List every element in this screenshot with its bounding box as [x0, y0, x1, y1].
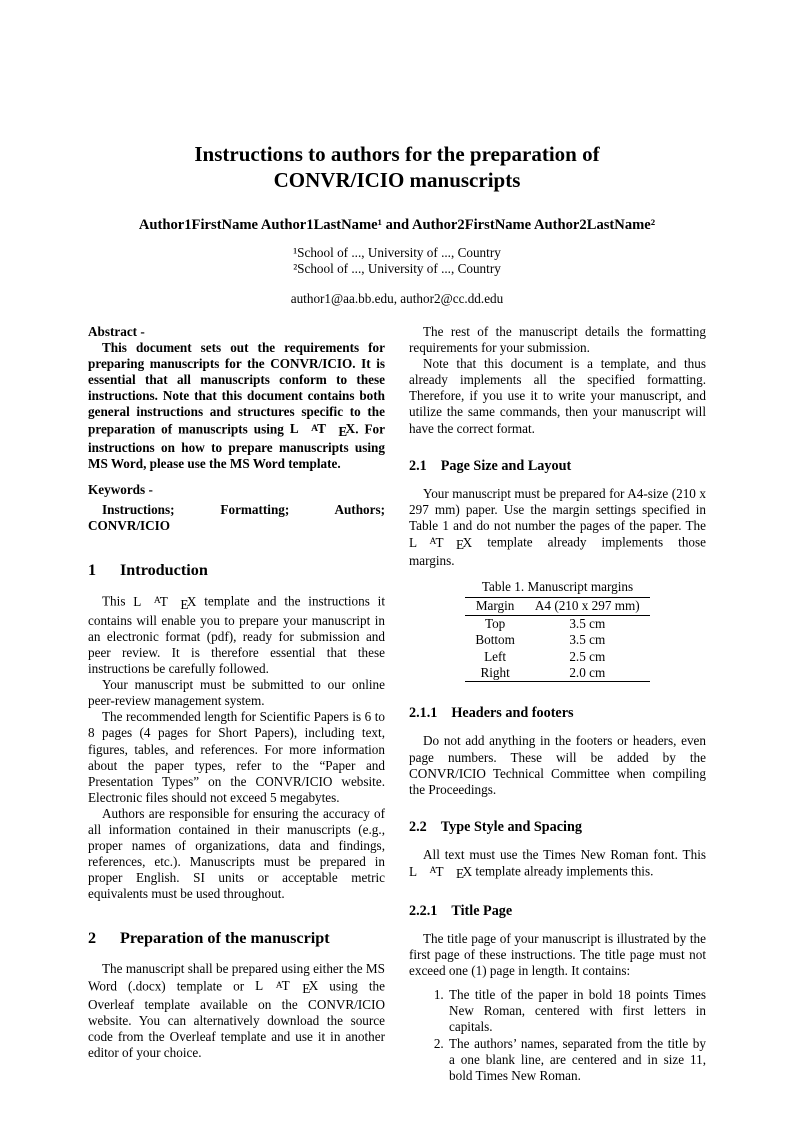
table-cell: 3.5 cm — [569, 632, 606, 648]
keywords-body: Instructions; Formatting; Authors; CONVR/ICIO — [88, 502, 385, 534]
paragraph: The title page of your manuscript is illustrated by the first page of these instructions. The title page must not exceed one (1) page in length. It contains: — [409, 931, 706, 979]
table-1 — [409, 579, 706, 682]
section-1-heading — [88, 560, 385, 580]
abstract-heading: Abstract - — [88, 324, 145, 339]
paragraph: Authors are responsible for ensuring the accuracy of all information contained in their manuscripts (e.g., proper names of organizations, data and findings, references, etc.). Manuscripts must be prepared in proper English. SI units or acceptable metric equivalents must be used throughout. — [88, 805, 385, 902]
right-column — [409, 324, 706, 1085]
table-header-cell: A4 (210 x 297 mm) — [534, 598, 640, 614]
abstract-body: This document sets out the requirements for preparing manuscripts for the CONVR/ICIO. It is essential that all manuscripts conform to these instructions. Note that this document contains both general instructions and structures specific to the preparation of manuscripts using L AT EX. For instructions on how to prepare manuscripts using MS Word, please use the MS Word template. — [88, 340, 385, 472]
margins-table — [465, 597, 649, 682]
affiliation-2: ²School of ..., University of ..., Country — [293, 261, 501, 276]
authors-line: Author1FirstName Author1LastName¹ and Author2FirstName Author2LastName² — [138, 217, 656, 233]
section-title: Type Style and Spacing — [440, 818, 582, 835]
section-title: Page Size and Layout — [440, 457, 572, 474]
paragraph: Note that this document is a template, and thus already implements all the specified formatting. Therefore, if you use it to write your manuscript, and utilize the same commands, then your manuscript will have the correct format. — [409, 356, 706, 436]
table-1-caption: Table 1. Manuscript margins — [481, 579, 634, 595]
left-column — [88, 324, 385, 1085]
section-number: 1 — [88, 561, 97, 580]
section-2-heading — [88, 928, 385, 948]
table-header-row — [465, 598, 649, 615]
paragraph: The manuscript shall be prepared using either the MS Word (.docx) template or L AT EX using the Overleaf template available on the CONVR/ICIO website. You can alternatively download the source code from the Overleaf template and use it in another editor of your choice. — [88, 961, 385, 1061]
author-emails: author1@aa.bb.edu, author2@cc.dd.edu — [290, 291, 504, 306]
latex-logo: L AT EX — [409, 863, 473, 882]
table-cell: 3.5 cm — [569, 615, 606, 631]
section-2-2-heading — [409, 818, 706, 836]
table-cell: Bottom — [475, 632, 515, 648]
paragraph: The recommended length for Scientific Papers is 6 to 8 pages (4 pages for Short Papers), including text, figures, tables, and references. For more information about the paper types, refer to the “Paper and Presentation Types” on the CONVR/ICIO website. Electronic files should not exceed 5 megabytes. — [88, 709, 385, 805]
section-number: 2.1 — [409, 457, 427, 474]
table-cell: Left — [484, 648, 507, 664]
list-item: 2. The authors’ names, separated from the title by a one blank line, are centered and in size 11, bold Times New Roman. — [447, 1036, 706, 1084]
table-row — [465, 649, 649, 665]
paragraph: Do not add anything in the footers or headers, even page numbers. These will be added by the CONVR/ICIO Technical Committee when compiling the Proceedings. — [409, 733, 706, 797]
section-title: Preparation of the manuscript — [120, 929, 330, 948]
section-number: 2.2 — [409, 818, 427, 835]
paragraph: The rest of the manuscript details the formatting requirements for your submission. — [409, 324, 706, 356]
paragraph: All text must use the Times New Roman font. This L AT EX template already implements this. — [409, 846, 706, 882]
section-title: Introduction — [120, 561, 208, 580]
keywords-heading: Keywords - — [88, 482, 153, 498]
latex-logo: L AT EX — [255, 978, 319, 996]
two-column-body — [88, 324, 706, 1085]
section-number: 2.2.1 — [409, 903, 438, 920]
table-cell: 2.0 cm — [569, 665, 606, 681]
table-row — [465, 665, 649, 682]
affiliation-1: ¹School of ..., University of ..., Country — [293, 245, 501, 260]
section-2-1-1-heading — [409, 704, 706, 722]
section-number: 2.1.1 — [409, 705, 438, 722]
section-title: Title Page — [451, 903, 513, 920]
table-row — [465, 632, 649, 648]
table-cell: Top — [484, 615, 506, 631]
table-cell: Right — [480, 665, 510, 681]
section-title: Headers and footers — [451, 705, 574, 722]
table-cell: 2.5 cm — [569, 648, 606, 664]
section-number: 2 — [88, 929, 97, 948]
section-2-2-1-heading — [409, 902, 706, 920]
paper-title: Instructions to authors for the preparation of CONVR/ICIO manuscripts — [194, 142, 600, 192]
paragraph: This L AT EX template and the instructions it contains will enable you to prepare your manuscript in an electronic format (pdf), ready for submission and peer review. It is therefore essential that these instructions be carefully followed. — [88, 594, 385, 677]
table-header-cell: Margin — [475, 598, 515, 614]
section-2-1-heading — [409, 457, 706, 475]
list-item: 1. The title of the paper in bold 18 points Times New Roman, centered with first letters in capitals. — [447, 987, 706, 1035]
paragraph: Your manuscript must be prepared for A4-size (210 x 297 mm) paper. Use the margin settings specified in Table 1 and do not number the pages of the paper. The L AT EX template already implements those margins. — [409, 485, 706, 569]
affiliations — [88, 245, 706, 277]
title-page-requirements-list — [409, 987, 706, 1085]
paragraph: Your manuscript must be submitted to our online peer-review management system. — [88, 677, 385, 709]
latex-logo: L AT EX — [133, 594, 197, 612]
latex-logo: L AT EX — [409, 534, 473, 553]
table-row — [465, 615, 649, 632]
latex-logo: L AT EX — [289, 421, 356, 439]
